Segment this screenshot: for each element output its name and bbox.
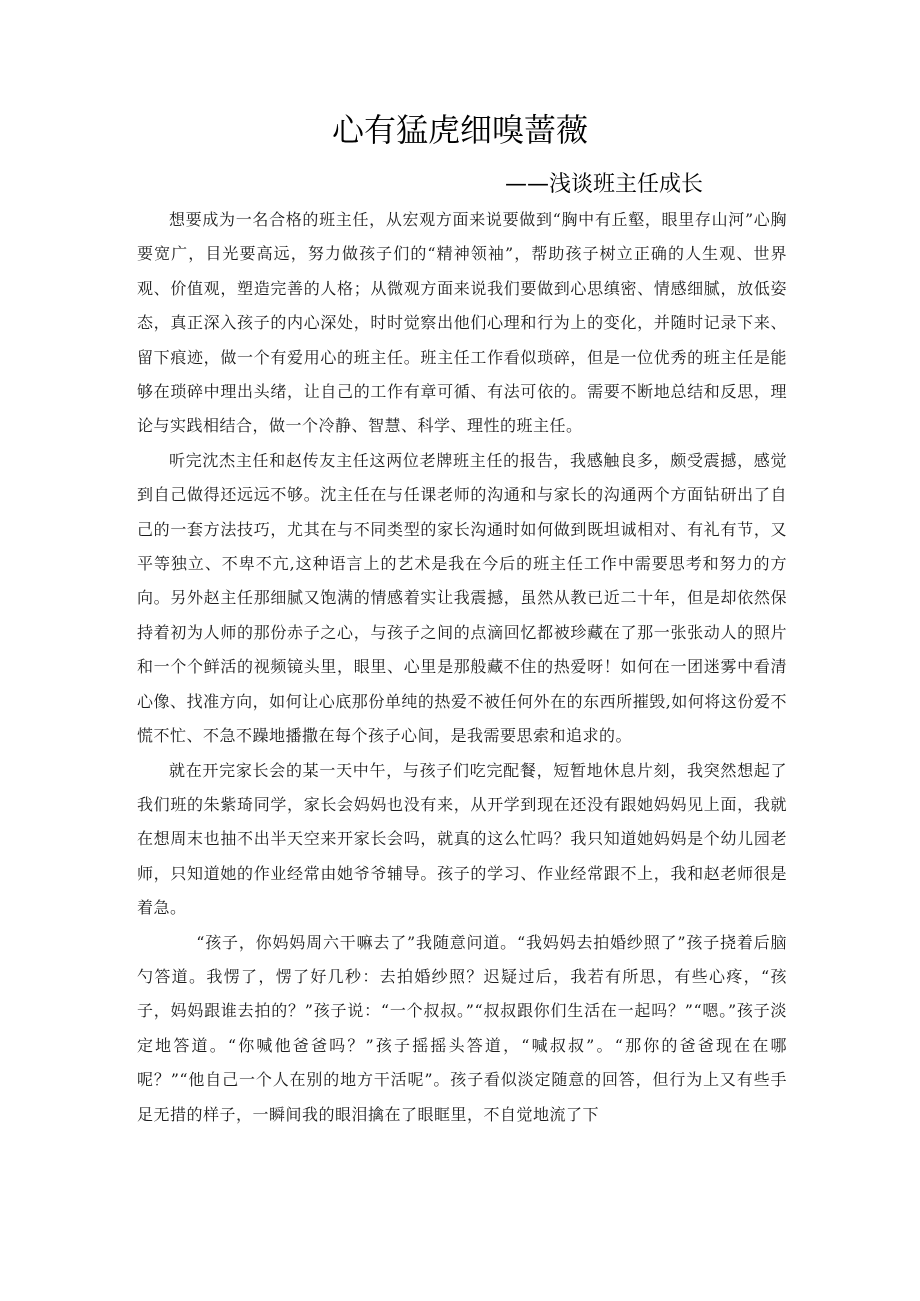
paragraph: “孩子，你妈妈周六干嘛去了”我随意问道。“我妈妈去拍婚纱照了”孩子挠着后脑勺答道。我愣了，愣了好几秒：去拍婚纱照？迟疑过后，我若有所思，有些心疼，“孩子，妈妈跟谁去拍的？”孩子说：“一个叔叔。”“叔叔跟你们生活在一起吗？”“嗯。”孩子淡定地答道。“你喊他爸爸吗？”孩子摇摇头答道，“喊叔叔”。“那你的爸爸现在在哪呢？”“他自己一个人在别的地方干活呢”。孩子看似淡定随意的回答，但行为上又有些手足无措的样子，一瞬间我的眼泪擒在了眼眶里，不自觉地流了下 — [137, 932, 787, 1124]
paragraph: 听完沈杰主任和赵传友主任这两位老牌班主任的报告，我感触良多，颇受震撼，感觉到自己做得还远远不够。沈主任在与任课老师的沟通和与家长的沟通两个方面钻研出了自己的一套方法技巧，尤其在与不同类型的家长沟通时如何做到既坦诚相对、有礼有节，又平等独立、不卑不亢,这种语言上的艺术是我在今后的班主任工作中需要思考和努力的方向。另外赵主任那细腻又饱满的情感着实让我震撼，虽然从教已近二十年，但是却依然保持着初为人师的那份赤子之心，与孩子之间的点滴回忆都被珍藏在了那一张张动人的照片和一个个鲜活的视频镜头里，眼里、心里是那般藏不住的热爱呀！如何在一团迷雾中看清心像、找准方向，如何让心底那份单纯的热爱不被任何外在的东西所摧毁,如何将这份爱不慌不忙、不急不躁地播撒在每个孩子心间，是我需要思索和追求的。 — [137, 450, 787, 746]
document-subtitle: ——浅谈班主任成长 — [505, 172, 704, 197]
document-body — [137, 203, 787, 1132]
document-title: 心有猛虎细嗅蔷薇 — [331, 111, 588, 149]
paragraph: 就在开完家长会的某一天中午，与孩子们吃完配餐，短暂地休息片刻，我突然想起了我们班的朱紫琦同学，家长会妈妈也没有来，从开学到现在还没有跟她妈妈见上面，我就在想周末也抽不出半天空来开家长会吗，就真的这么忙吗？我只知道她妈妈是个幼儿园老师，只知道她的作业经常由她爷爷辅导。孩子的学习、作业经常跟不上，我和赵老师很是着急。 — [137, 760, 787, 918]
paragraph: 想要成为一名合格的班主任，从宏观方面来说要做到“胸中有丘壑，眼里存山河”心胸要宽广，目光要高远，努力做孩子们的“精神领袖”，帮助孩子树立正确的人生观、世界观、价值观，塑造完善的人格；从微观方面来说我们要做到心思缜密、情感细腻，放低姿态，真正深入孩子的内心深处，时时觉察出他们心理和行为上的变化，并随时记录下来、留下痕迹，做一个有爱用心的班主任。班主任工作看似琐碎，但是一位优秀的班主任是能够在琐碎中理出头绪，让自己的工作有章可循、有法可依的。需要不断地总结和反思，理论与实践相结合，做一个冷静、智慧、科学、理性的班主任。 — [137, 210, 787, 436]
